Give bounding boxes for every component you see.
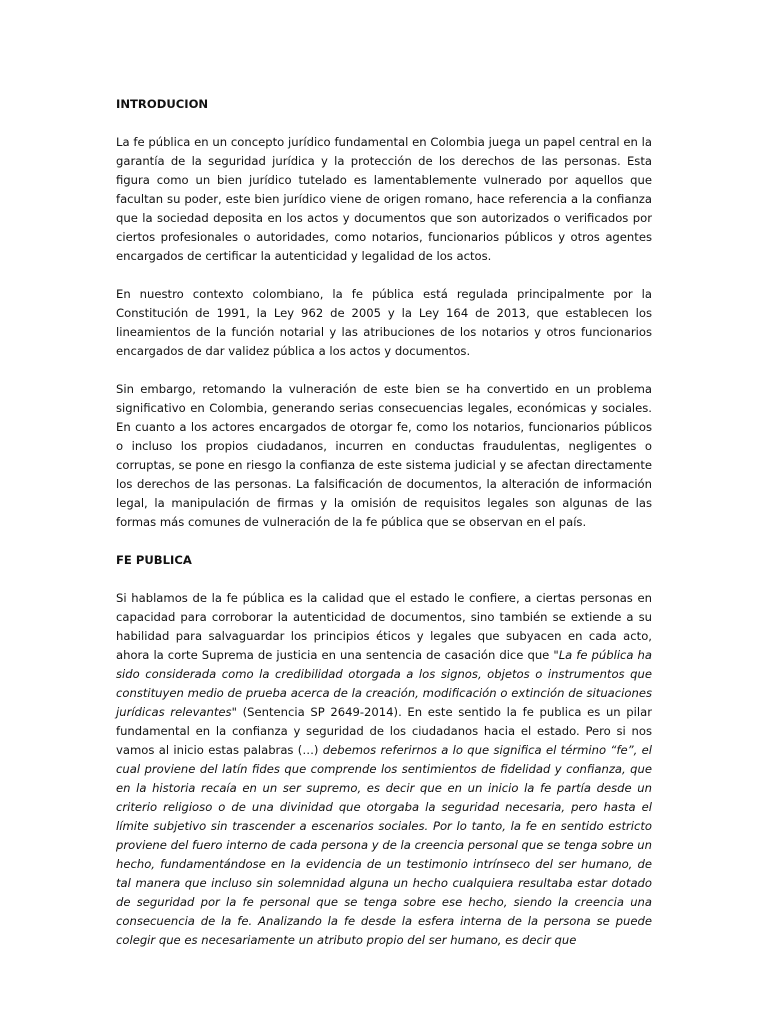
fe-publica-paragraph — [116, 589, 652, 950]
intro-paragraph-3: Sin embargo, retomando la vulneración de este bien se ha convertido en un problema significativo en Colombia, generando serias consecuencias legales, económicas y sociales. En cuanto a los actores encargados de otorgar fe, como los notarios, funcionarios públicos o incluso los propios ciudadanos, incurren en conductas fraudulentas, negligentes o corruptas, se pone en riesgo la confianza de este sistema judicial y se afectan directamente los derechos de las personas. La falsificación de documentos, la alteración de información legal, la manipulación de firmas y la omisión de requisitos legales son algunas de las formas más comunes de vulneración de la fe pública que se observan en el país. — [116, 382, 652, 529]
paragraph-text: " (Sentencia SP 2649-2014). En este sentido la fe publica es un pilar fundamental en la confianza y seguridad de los ciudadanos hacia el estado. Pero si nos vamos al inicio estas palabras (…) — [116, 705, 652, 757]
intro-paragraph-1: La fe pública en un concepto jurídico fundamental en Colombia juega un papel central en la garantía de la seguridad jurídica y la protección de los derechos de las personas. Esta figura como un bien jurídico tutelado es lamentablemente vulnerado por aquellos que facultan su poder, este bien jurídico viene de origen romano, hace referencia a la confianza que la sociedad deposita en los actos y documentos que son autorizados o verificados por ciertos profesionales o autoridades, como notarios, funcionarios públicos y otros agentes encargados de certificar la autenticidad y legalidad de los actos. — [116, 135, 652, 263]
intro-paragraph-2: En nuestro contexto colombiano, la fe pública está regulada principalmente por la Constitución de 1991, la Ley 962 de 2005 y la Ley 164 de 2013, que establecen los lineamientos de la función notarial y las atribuciones de los notarios y otros funcionarios encargados de dar validez pública a los actos y documentos. — [116, 287, 652, 358]
quoted-passage: debemos referirnos a lo que significa el término “fe”, el cual proviene del latín fides que comprende los sentimientos de fidelidad y confianza, que en la historia recaía en un ser supremo, es decir que en un inicio la fe partía desde un criterio religioso o de una divinidad que otorgaba la seguridad necesaria, pero hasta el límite subjetivo sin trascender a escenarios sociales. Por lo tanto, la fe en sentido estricto proviene del fuero interno de cada persona y de la creencia personal que se tenga sobre un hecho, fundamentándose en la evidencia de un testimonio intrínseco del ser humano, de tal manera que incluso sin solemnidad alguna un hecho cualquiera resultaba estar dotado de seguridad por la fe personal que se tenga sobre ese hecho, siendo la creencia una consecuencia de la fe. Analizando la fe desde la esfera interna de la persona se puede colegir que es necesariamente un atributo propio del ser humano, es decir que — [116, 743, 652, 947]
quoted-definition: La fe pública ha sido considerada como la credibilidad otorgada a los signos, objetos o instrumentos que constituyen medio de prueba acerca de la creación, modificación o extinción de situaciones jurídicas relevantes — [116, 648, 652, 719]
section-heading-fe-publica: FE PUBLICA — [116, 553, 192, 567]
paragraph-text: Si hablamos de la fe pública es la calidad que el estado le confiere, a ciertas personas en capacidad para corroborar la autenticidad de documentos, sino también se extiende a su habilidad para salvaguardar los principios éticos y legales que subyacen en cada acto, ahora la corte Suprema de justicia en una sentencia de casación dice que " — [116, 591, 652, 662]
section-heading-introduction: INTRODUCION — [116, 97, 209, 111]
document-body — [116, 95, 652, 950]
